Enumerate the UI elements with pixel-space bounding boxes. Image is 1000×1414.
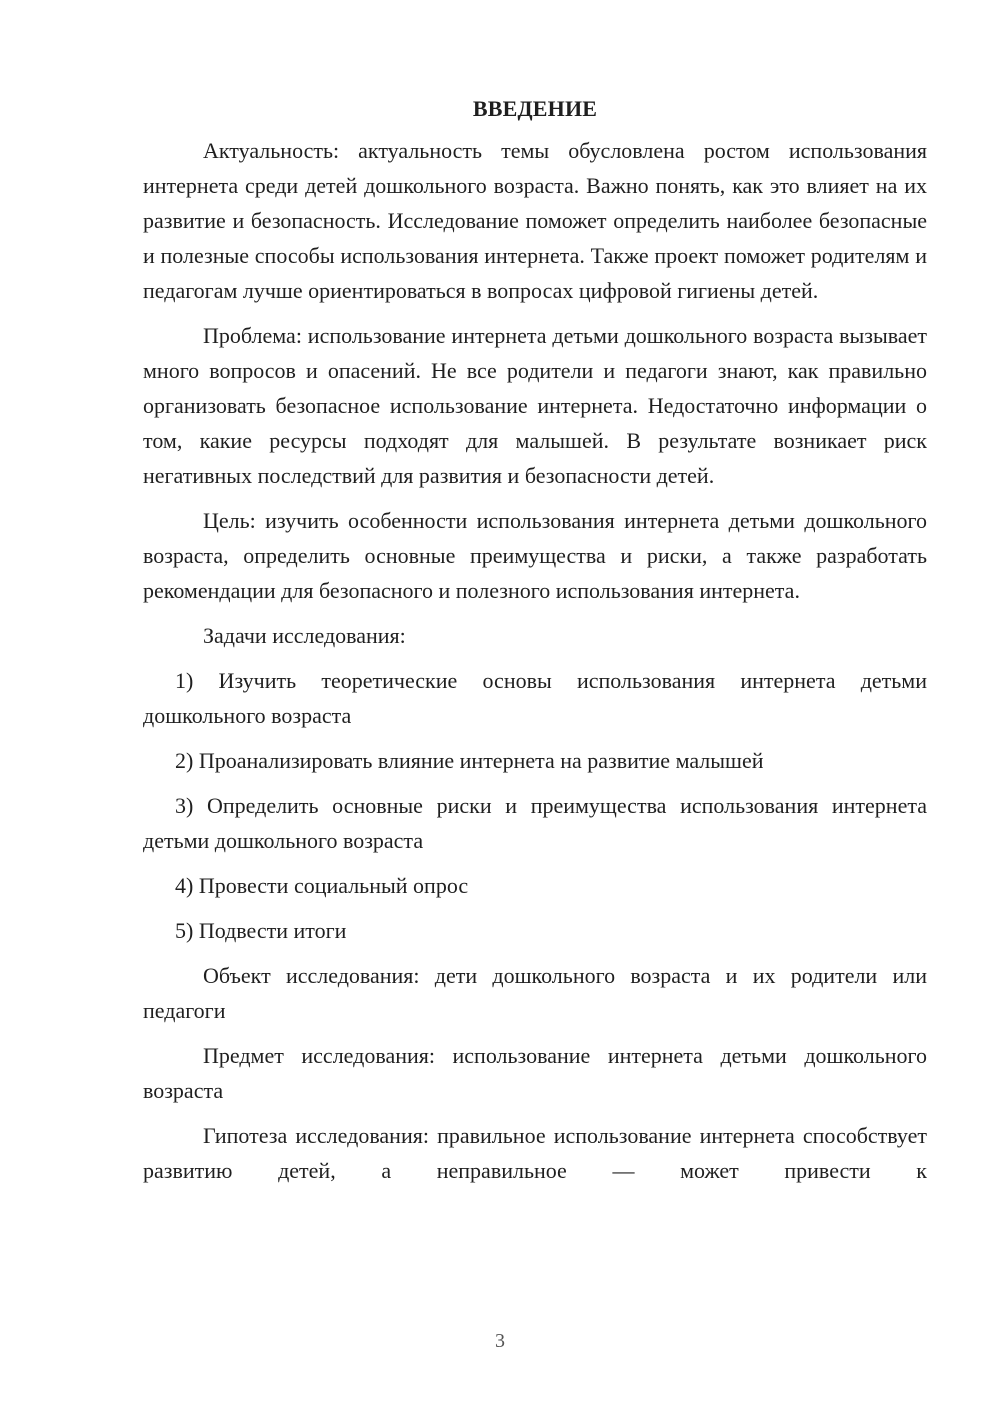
- document-page: [143, 92, 927, 1198]
- object-paragraph: Объект исследования: дети дошкольного возраста и их родители или педагоги: [143, 963, 927, 1023]
- goal-paragraph: Цель: изучить особенности использования интернета детьми дошкольного возраста, определить основные преимущества и риски, а также разработать рекомендации для безопасного и полезного использования интернета.: [143, 508, 927, 603]
- task-item: 1) Изучить теоретические основы использования интернета детьми дошкольного возраста: [143, 668, 927, 728]
- task-item: 4) Провести социальный опрос: [175, 873, 469, 898]
- tasks-title: Задачи исследования:: [203, 623, 406, 648]
- subject-paragraph: Предмет исследования: использование интернета детьми дошкольного возраста: [143, 1043, 927, 1103]
- task-item: 2) Проанализировать влияние интернета на развитие малышей: [175, 748, 764, 773]
- hypothesis-paragraph: Гипотеза исследования: правильное использование интернета способствует развитию детей, а неправильное — может привести к: [143, 1123, 927, 1183]
- task-item: 3) Определить основные риски и преимущества использования интернета детьми дошкольного возраста: [143, 793, 927, 853]
- task-item: 5) Подвести итоги: [175, 918, 347, 943]
- relevance-paragraph: Актуальность: актуальность темы обусловлена ростом использования интернета среди детей дошкольного возраста. Важно понять, как это влияет на их развитие и безопасность. Исследование поможет определить наиболее безопасные и полезные способы использования интернета. Также проект поможет родителям и педагогам лучше ориентироваться в вопросах цифровой гигиены детей.: [143, 138, 927, 303]
- page-title: ВВЕДЕНИЕ: [472, 96, 598, 121]
- page-number: 3: [495, 1330, 505, 1352]
- problem-paragraph: Проблема: использование интернета детьми дошкольного возраста вызывает много вопросов и опасений. Не все родители и педагоги знают, как правильно организовать безопасное использование интернета. Недостаточно информации о том, какие ресурсы подходят для малышей. В результате возникает риск негативных последствий для развития и безопасности детей.: [143, 323, 927, 488]
